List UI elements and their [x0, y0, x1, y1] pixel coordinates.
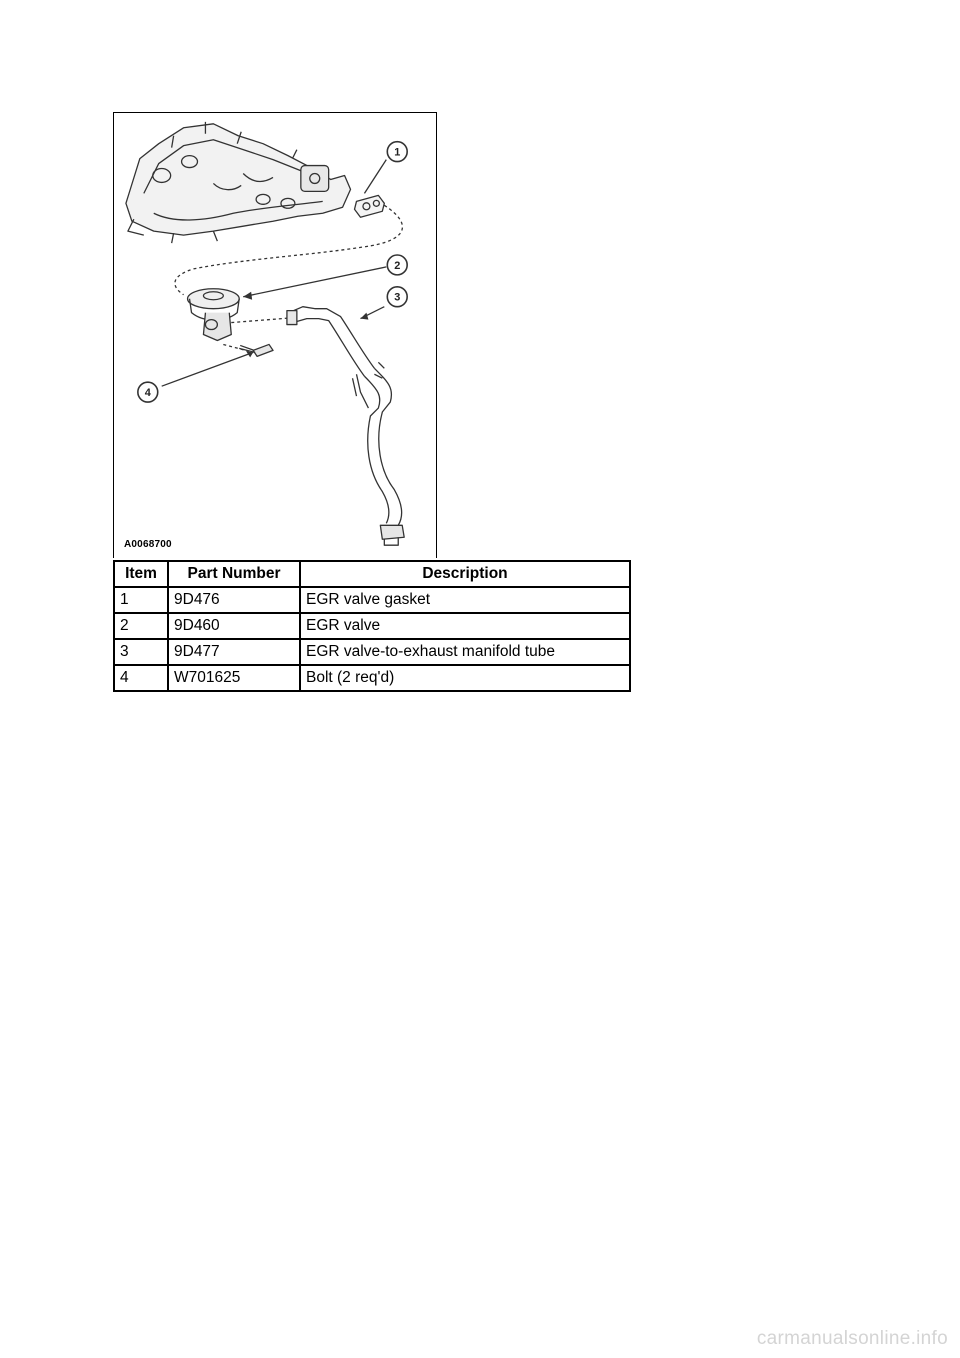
cell-part-number: 9D460: [168, 613, 300, 639]
figure-code: A0068700: [124, 539, 172, 550]
header-item: Item: [114, 561, 168, 587]
egr-valve-drawing: [188, 289, 240, 341]
cell-description: Bolt (2 req'd): [300, 665, 630, 691]
header-description: Description: [300, 561, 630, 587]
egr-diagram: [114, 113, 436, 558]
table-header-row: [114, 561, 630, 587]
intake-manifold-drawing: [126, 122, 351, 243]
egr-valve-illustration: [113, 112, 437, 558]
cell-item: 1: [114, 587, 168, 613]
cell-part-number: 9D477: [168, 639, 300, 665]
callout-2-label: 2: [394, 259, 401, 272]
egr-tube-drawing: [287, 307, 404, 546]
cell-part-number: W701625: [168, 665, 300, 691]
cell-item: 4: [114, 665, 168, 691]
table-row: [114, 613, 630, 639]
egr-bolt-drawing: [239, 344, 273, 356]
cell-description: EGR valve-to-exhaust manifold tube: [300, 639, 630, 665]
cell-item: 3: [114, 639, 168, 665]
table-row: [114, 587, 630, 613]
table-row: [114, 665, 630, 691]
cell-description: EGR valve gasket: [300, 587, 630, 613]
callout-3-label: 3: [394, 291, 401, 304]
cell-part-number: 9D476: [168, 587, 300, 613]
egr-gasket-drawing: [355, 195, 385, 217]
callout-1-label: 1: [394, 146, 401, 159]
cell-description: EGR valve: [300, 613, 630, 639]
header-part-number: Part Number: [168, 561, 300, 587]
callout-4-label: 4: [144, 387, 151, 400]
table-row: [114, 639, 630, 665]
watermark: carmanualsonline.info: [756, 1328, 948, 1349]
parts-table: [113, 560, 631, 692]
cell-item: 2: [114, 613, 168, 639]
